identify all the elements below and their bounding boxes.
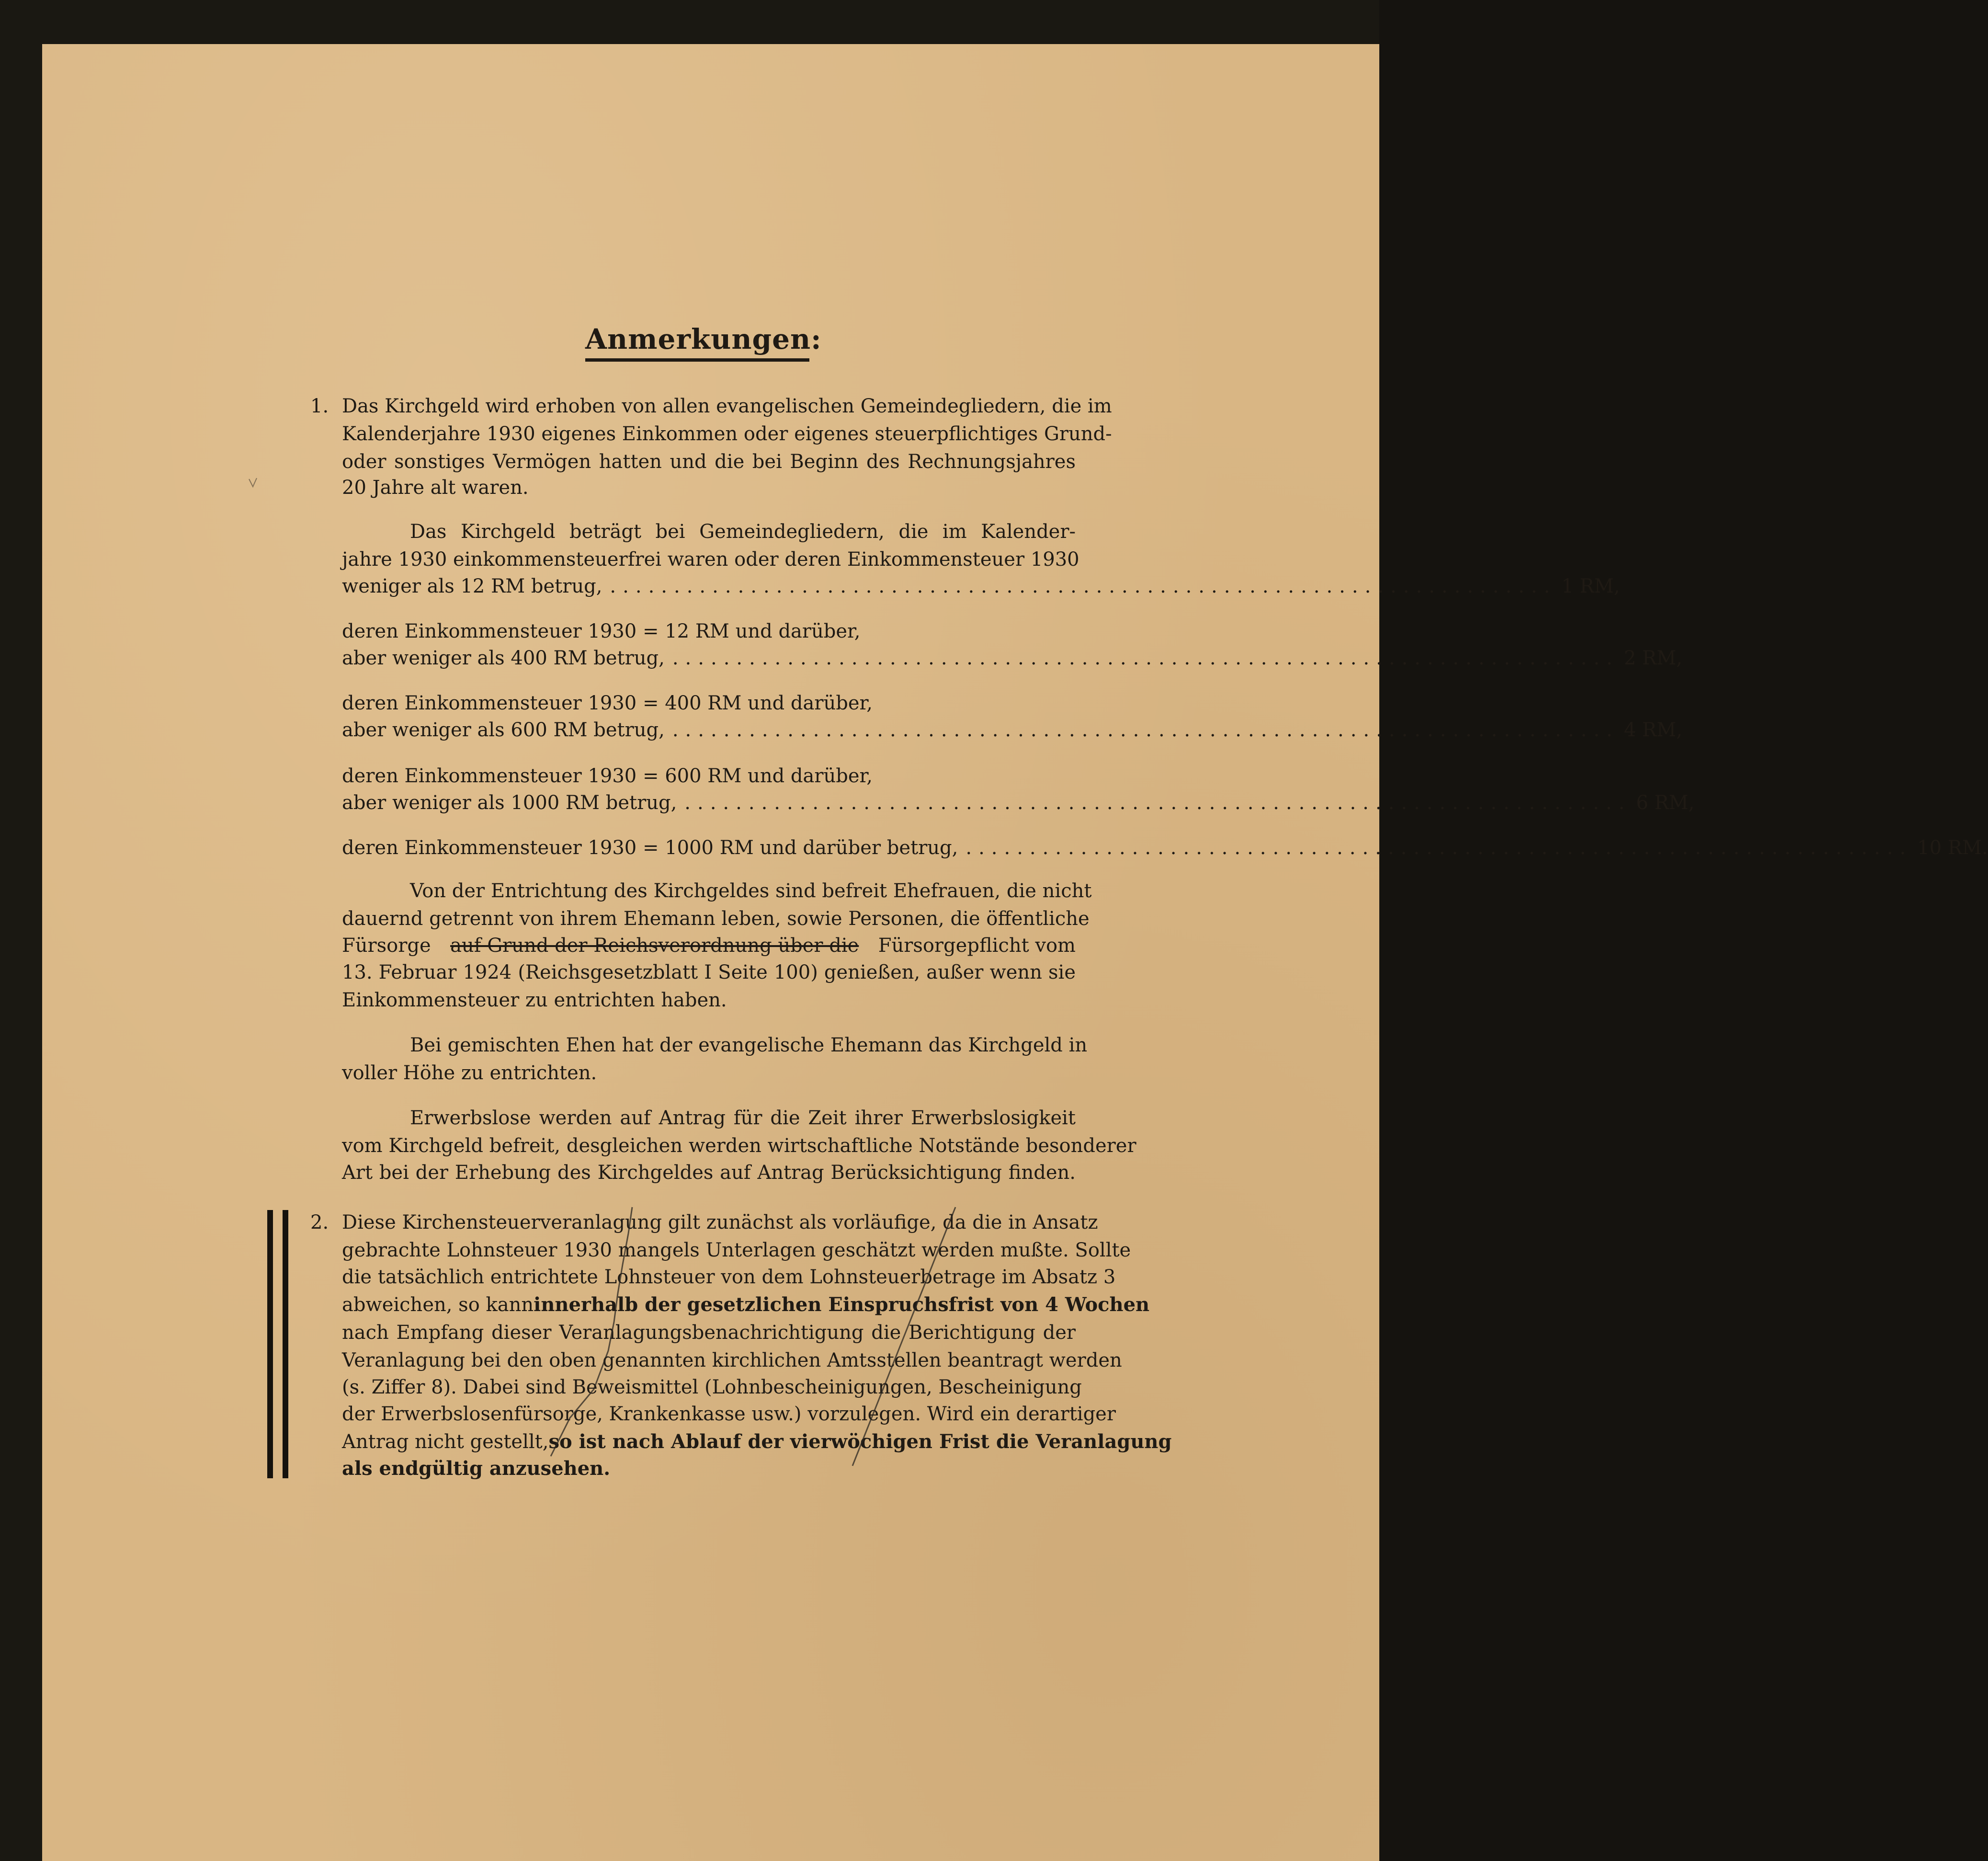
fee-amount: 10 RM.: [1917, 837, 1988, 859]
section-2-bold-text: innerhalb der gesetzlichen Einspruchsfrist von 4 Wochen: [534, 1293, 1150, 1316]
fee-row: [342, 788, 1695, 817]
fee-condition-lead: deren Einkommensteuer 1930 = 600 RM und darüber,: [342, 765, 873, 787]
fee-leader-dots: ..........................................................................: [684, 792, 1632, 814]
section-2-line: nach Empfang dieser Veranlagungsbenachrichtigung die Berichtigung der: [342, 1322, 1076, 1344]
section-1-number: 1.: [310, 395, 329, 417]
exemption-word: Fürsorgepflicht vom: [878, 935, 1076, 957]
section-1-line: 20 Jahre alt waren.: [342, 477, 529, 499]
section-2-line: Veranlagung bei den oben genannten kirchlichen Amtsstellen beantragt werden: [342, 1349, 1122, 1371]
section-2-line: als endgültig anzusehen.: [342, 1457, 611, 1480]
section-1-line: oder sonstiges Vermögen hatten und die bei Beginn des Rechnungsjahres: [342, 451, 1076, 473]
fee-row: [342, 833, 1988, 862]
section-2-line: gebrachte Lohnsteuer 1930 mangels Unterlagen geschätzt werden mußte. Sollte: [342, 1239, 1131, 1261]
struck-text: auf Grund der Reichsverordnung über die: [450, 935, 859, 957]
unemployed-line: Art bei der Erhebung des Kirchgeldes auf Antrag Berücksichtigung finden.: [342, 1162, 1076, 1184]
fee-condition-lead: deren Einkommensteuer 1930 = 400 RM und darüber,: [342, 692, 873, 714]
exemption-word: Fürsorge: [342, 935, 431, 957]
fee-amount: 4 RM,: [1624, 719, 1682, 741]
fee-leader-dots: ..........................................................................: [966, 837, 1913, 859]
fee-leader-dots: ..........................................................................: [672, 719, 1619, 741]
exemption-line: Einkommensteuer zu entrichten haben.: [342, 989, 727, 1011]
kirchgeld-rate-intro: jahre 1930 einkommensteuerfrei waren oder deren Einkommensteuer 1930: [342, 548, 1079, 571]
section-2-number: 2.: [310, 1211, 329, 1233]
margin-bar: [267, 1210, 273, 1478]
kirchgeld-rate-intro: Das Kirchgeld beträgt bei Gemeindegliedern, die im Kalender-: [410, 521, 1076, 543]
exemption-line-struck: [342, 931, 1076, 960]
section-2-line: (s. Ziffer 8). Dabei sind Beweismittel (Lohnbescheinigungen, Bescheinigung: [342, 1376, 1082, 1398]
section-1-line: Kalenderjahre 1930 eigenes Einkommen oder eigenes steuerpflichtiges Grund-: [342, 423, 1112, 445]
section-2-text: abweichen, so kann: [342, 1294, 534, 1316]
exemption-line: dauernd getrennt von ihrem Ehemann leben, sowie Personen, die öffentliche: [342, 908, 1090, 930]
section-2-line: [342, 1290, 1150, 1319]
fee-leader-dots: ..........................................................................: [672, 647, 1619, 669]
section-2-line: [342, 1427, 1172, 1456]
mixed-marriage-line: voller Höhe zu entrichten.: [342, 1062, 597, 1084]
fee-condition: aber weniger als 600 RM betrug,: [342, 719, 665, 741]
fee-row: [342, 644, 1682, 673]
fee-amount: 2 RM,: [1624, 647, 1682, 669]
unemployed-line: vom Kirchgeld befreit, desgleichen werden wirtschaftliche Notstände besonderer: [342, 1135, 1136, 1157]
fee-row: [342, 716, 1682, 744]
fee-row: [342, 572, 1620, 601]
section-2-line: der Erwerbslosenfürsorge, Krankenkasse usw.) vorzulegen. Wird ein derartiger: [342, 1403, 1116, 1425]
exemption-line: Von der Entrichtung des Kirchgeldes sind befreit Ehefrauen, die nicht: [410, 880, 1092, 902]
fee-condition-lead: deren Einkommensteuer 1930 = 12 RM und darüber,: [342, 620, 861, 642]
unemployed-line: Erwerbslose werden auf Antrag für die Zeit ihrer Erwerbslosigkeit: [410, 1107, 1076, 1129]
fee-condition: weniger als 12 RM betrug,: [342, 575, 602, 597]
fee-amount: 1 RM,: [1561, 575, 1620, 597]
fee-amount: 6 RM,: [1636, 792, 1695, 814]
fee-condition: aber weniger als 1000 RM betrug,: [342, 792, 677, 814]
margin-bar: [283, 1210, 288, 1478]
section-1-line: Das Kirchgeld wird erhoben von allen evangelischen Gemeindegliedern, die im: [342, 395, 1112, 417]
mixed-marriage-line: Bei gemischten Ehen hat der evangelische Ehemann das Kirchgeld in: [410, 1034, 1088, 1056]
document-title: Anmerkungen:: [585, 324, 809, 362]
exemption-line: 13. Februar 1924 (Reichsgesetzblatt I Seite 100) genießen, außer wenn sie: [342, 961, 1076, 983]
section-2-line: die tatsächlich entrichtete Lohnsteuer von dem Lohnsteuerbetrage im Absatz 3: [342, 1266, 1116, 1288]
section-2-text: Antrag nicht gestellt,: [342, 1431, 549, 1453]
pencil-tick: [249, 478, 257, 487]
fee-condition: deren Einkommensteuer 1930 = 1000 RM und darüber betrug,: [342, 837, 958, 859]
fee-leader-dots: ..........................................................................: [610, 575, 1557, 597]
fee-condition: aber weniger als 400 RM betrug,: [342, 647, 665, 669]
section-2-line: Diese Kirchensteuerveranlagung gilt zunächst als vorläufige, da die in Ansatz: [342, 1211, 1098, 1233]
section-2-bold-text: so ist nach Ablauf der vierwöchigen Frist die Veranlagung: [548, 1430, 1172, 1453]
